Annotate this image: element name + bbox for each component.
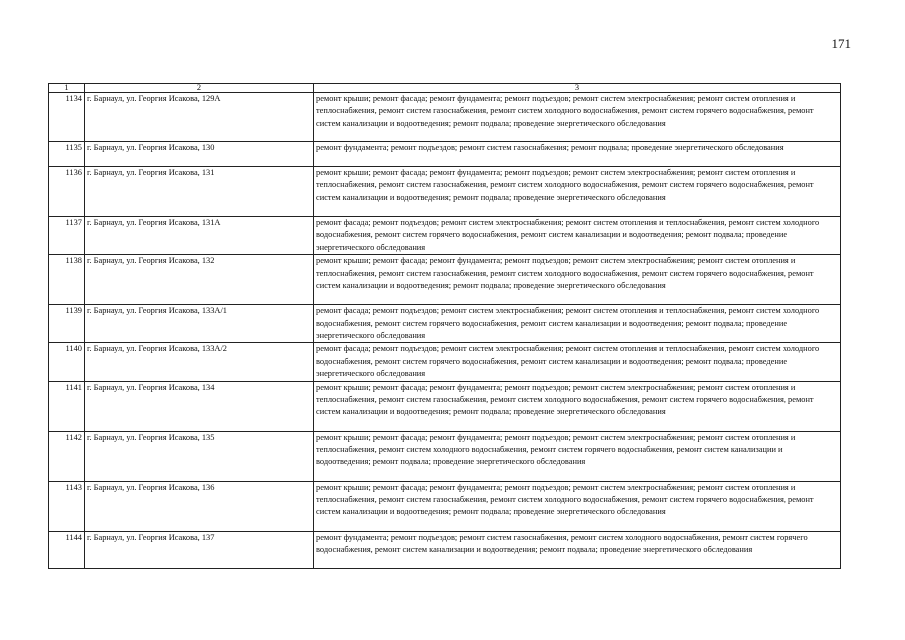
row-number: 1142 — [49, 431, 85, 481]
row-works: ремонт фасада; ремонт подъездов; ремонт систем электроснабжения; ремонт систем отопления и теплоснабжения, ремонт систем холодного водоснабжения, ремонт систем горячего водоснабжения, ремонт систем канализации и водоотведения; ремонт подвала; проведение энергетического обследования — [314, 305, 841, 343]
row-address: г. Барнаул, ул. Георгия Исакова, 133А/2 — [85, 343, 314, 381]
row-number: 1135 — [49, 142, 85, 167]
row-works: ремонт фасада; ремонт подъездов; ремонт систем электроснабжения; ремонт систем отопления и теплоснабжения, ремонт систем холодного водоснабжения, ремонт систем горячего водоснабжения, ремонт систем канализации и водоотведения; ремонт подвала; проведение энергетического обследования — [314, 343, 841, 381]
row-works: ремонт фундамента; ремонт подъездов; ремонт систем газоснабжения; ремонт подвала; проведение энергетического обследования — [314, 142, 841, 167]
row-number: 1144 — [49, 531, 85, 568]
row-number: 1137 — [49, 217, 85, 255]
table-row — [49, 381, 841, 431]
row-number: 1143 — [49, 481, 85, 531]
row-number: 1134 — [49, 93, 85, 142]
table-row — [49, 305, 841, 343]
table-row — [49, 481, 841, 531]
row-works: ремонт крыши; ремонт фасада; ремонт фундамента; ремонт подъездов; ремонт систем электроснабжения; ремонт систем отопления и теплоснабжения, ремонт систем холодного водоснабжения, ремонт систем горячего водоснабжения, ремонт систем канализации и водоотведения; ремонт подвала; проведение энергетического обследования — [314, 431, 841, 481]
row-address: г. Барнаул, ул. Георгия Исакова, 129А — [85, 93, 314, 142]
page-number: 171 — [831, 36, 851, 51]
column-header-number: 1 — [49, 84, 85, 93]
table-row — [49, 431, 841, 481]
table-row — [49, 217, 841, 255]
row-works: ремонт фасада; ремонт подъездов; ремонт систем электроснабжения; ремонт систем отопления и теплоснабжения, ремонт систем холодного водоснабжения, ремонт систем горячего водоснабжения, ремонт систем канализации и водоотведения; ремонт подвала; проведение энергетического обследования — [314, 217, 841, 255]
row-address: г. Барнаул, ул. Георгия Исакова, 136 — [85, 481, 314, 531]
row-number: 1138 — [49, 255, 85, 305]
row-address: г. Барнаул, ул. Георгия Исакова, 137 — [85, 531, 314, 568]
row-address: г. Барнаул, ул. Георгия Исакова, 131 — [85, 167, 314, 217]
row-number: 1139 — [49, 305, 85, 343]
table-row — [49, 142, 841, 167]
column-header-address: 2 — [85, 84, 314, 93]
table-row — [49, 343, 841, 381]
row-address: г. Барнаул, ул. Георгия Исакова, 135 — [85, 431, 314, 481]
row-address: г. Барнаул, ул. Георгия Исакова, 130 — [85, 142, 314, 167]
row-address: г. Барнаул, ул. Георгия Исакова, 131А — [85, 217, 314, 255]
table-row — [49, 255, 841, 305]
row-number: 1140 — [49, 343, 85, 381]
repair-works-table — [48, 83, 841, 569]
column-header-works: 3 — [314, 84, 841, 93]
row-works: ремонт крыши; ремонт фасада; ремонт фундамента; ремонт подъездов; ремонт систем электроснабжения; ремонт систем отопления и теплоснабжения, ремонт систем газоснабжения, ремонт систем холодного водоснабжения, ремонт систем горячего водоснабжения, ремонт систем канализации и водоотведения; ремонт подвала; проведение энергетического обследования — [314, 167, 841, 217]
row-number: 1141 — [49, 381, 85, 431]
table-row — [49, 93, 841, 142]
table-row — [49, 167, 841, 217]
row-address: г. Барнаул, ул. Георгия Исакова, 132 — [85, 255, 314, 305]
row-works: ремонт фундамента; ремонт подъездов; ремонт систем газоснабжения, ремонт систем холодного водоснабжения, ремонт систем горячего водоснабжения, ремонт систем канализации и водоотведения; ремонт подвала; проведение энергетического обследования — [314, 531, 841, 568]
row-works: ремонт крыши; ремонт фасада; ремонт фундамента; ремонт подъездов; ремонт систем электроснабжения; ремонт систем отопления и теплоснабжения, ремонт систем газоснабжения, ремонт систем холодного водоснабжения, ремонт систем горячего водоснабжения, ремонт систем канализации и водоотведения; ремонт подвала; проведение энергетического обследования — [314, 255, 841, 305]
row-number: 1136 — [49, 167, 85, 217]
row-address: г. Барнаул, ул. Георгия Исакова, 134 — [85, 381, 314, 431]
table-header-row — [49, 84, 841, 93]
row-works: ремонт крыши; ремонт фасада; ремонт фундамента; ремонт подъездов; ремонт систем электроснабжения; ремонт систем отопления и теплоснабжения, ремонт систем газоснабжения, ремонт систем холодного водоснабжения, ремонт систем горячего водоснабжения, ремонт систем канализации и водоотведения; ремонт подвала; проведение энергетического обследования — [314, 381, 841, 431]
table-row — [49, 531, 841, 568]
row-works: ремонт крыши; ремонт фасада; ремонт фундамента; ремонт подъездов; ремонт систем электроснабжения; ремонт систем отопления и теплоснабжения, ремонт систем газоснабжения, ремонт систем холодного водоснабжения, ремонт систем горячего водоснабжения, ремонт систем канализации и водоотведения; ремонт подвала; проведение энергетического обследования — [314, 93, 841, 142]
row-works: ремонт крыши; ремонт фасада; ремонт фундамента; ремонт подъездов; ремонт систем электроснабжения; ремонт систем отопления и теплоснабжения, ремонт систем газоснабжения, ремонт систем холодного водоснабжения, ремонт систем горячего водоснабжения, ремонт систем канализации и водоотведения; ремонт подвала; проведение энергетического обследования — [314, 481, 841, 531]
row-address: г. Барнаул, ул. Георгия Исакова, 133А/1 — [85, 305, 314, 343]
